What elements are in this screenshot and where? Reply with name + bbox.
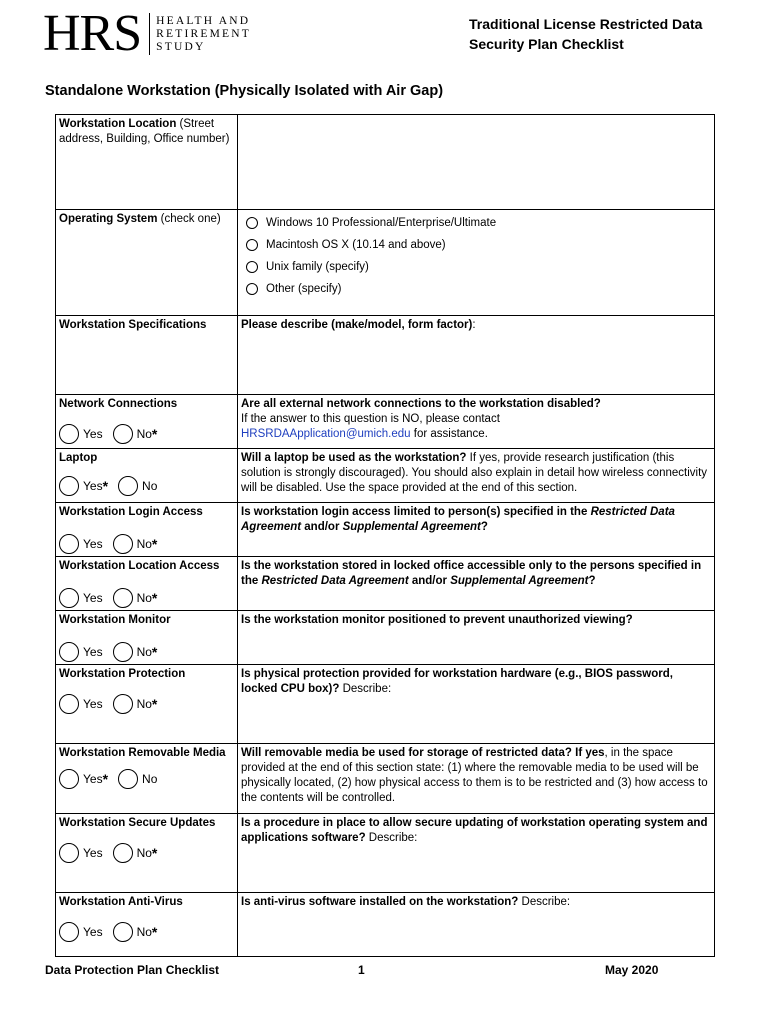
question-detail-tail: for assistance. — [410, 428, 488, 440]
hrs-logo — [43, 5, 251, 62]
row-label: Workstation Protection — [59, 668, 186, 680]
table-row — [56, 449, 715, 503]
logo-divider — [149, 13, 150, 55]
question-text: Is workstation login access limited to person(s) specified in the — [241, 506, 591, 518]
label-cell — [56, 893, 238, 957]
yes-option[interactable] — [59, 843, 103, 863]
document-title — [469, 14, 739, 54]
document-title-line-1: Traditional License Restricted Data — [469, 16, 703, 32]
os-option-unix[interactable] — [241, 256, 711, 278]
os-options-cell — [238, 210, 715, 316]
question-detail: If yes, provide research justification (this solution is strongly discouraged). You should also explain in detail how wireless connectivity will be disabled. Use the space provided at the end of this section. — [241, 452, 708, 494]
table-row — [56, 316, 715, 395]
table-row — [56, 611, 715, 665]
no-option[interactable]: No * — [113, 534, 158, 554]
row-label: Workstation Location Access — [59, 560, 220, 572]
no-option[interactable] — [118, 769, 157, 789]
label-cell — [56, 503, 238, 557]
question-text: Are all external network connections to the workstation disabled? — [241, 398, 601, 410]
yes-label: Yes — [83, 924, 103, 939]
location-access-question-cell — [238, 557, 715, 611]
yes-label: Yes — [83, 845, 103, 860]
circle-radio-icon[interactable] — [113, 424, 133, 444]
question-end: ? — [588, 575, 596, 587]
label-cell — [56, 316, 238, 395]
yes-option[interactable]: Yes * — [59, 769, 108, 789]
question-detail: Describe: — [365, 832, 418, 844]
label-cell — [56, 395, 238, 449]
table-row — [56, 744, 715, 814]
logo-line-3: STUDY — [156, 40, 206, 53]
section-title: Standalone Workstation (Physically Isolated with Air Gap) — [45, 83, 444, 99]
monitor-question-cell — [238, 611, 715, 665]
yes-option[interactable] — [59, 694, 103, 714]
logo-line-2: RETIREMENT — [156, 27, 251, 40]
circle-radio-icon[interactable] — [113, 694, 133, 714]
no-option[interactable]: No * — [113, 424, 158, 444]
no-label: No — [136, 644, 152, 659]
question-text: Is the workstation stored in locked office accessible only to the persons specified in the — [241, 560, 702, 587]
label-cell — [56, 557, 238, 611]
yes-no-group — [59, 642, 234, 662]
circle-radio-icon[interactable] — [59, 694, 79, 714]
yes-label: Yes — [83, 478, 103, 493]
circle-radio-icon[interactable] — [113, 642, 133, 662]
yes-no-group — [59, 694, 234, 714]
table-row — [56, 115, 715, 210]
circle-radio-icon[interactable] — [59, 476, 79, 496]
question-text: Is anti-virus software installed on the workstation? — [241, 896, 519, 908]
network-question-cell — [238, 395, 715, 449]
yes-label: Yes — [83, 426, 103, 441]
label-cell — [56, 744, 238, 814]
question-detail: , in the space provided at the end of this section state: (1) where the removable media to be used will be physically located, (2) how physical access to them is to be restricted and (3) how access to the contents will be controlled. — [241, 747, 708, 804]
row-label: Workstation Secure Updates — [59, 817, 216, 829]
no-label: No — [136, 924, 152, 939]
circle-radio-icon[interactable] — [113, 588, 133, 608]
os-option-label: Unix family (specify) — [266, 260, 369, 273]
circle-radio-icon[interactable] — [59, 534, 79, 554]
footer-document-name: Data Protection Plan Checklist — [45, 963, 220, 977]
question-detail: Describe: — [339, 683, 392, 695]
laptop-question-cell — [238, 449, 715, 503]
updates-answer-field[interactable] — [238, 814, 715, 893]
yes-option[interactable] — [59, 424, 103, 444]
row-label: Operating System — [59, 213, 158, 225]
no-label: No — [142, 478, 158, 493]
circle-radio-icon[interactable] — [246, 261, 258, 273]
agreement-name: Restricted Data Agreement — [241, 506, 675, 533]
label-cell — [56, 115, 238, 210]
location-answer-field[interactable] — [238, 115, 715, 210]
row-label-note: (Street address, Building, Office number) — [59, 118, 230, 145]
no-label: No — [136, 696, 152, 711]
yes-option[interactable] — [59, 922, 103, 942]
table-row — [56, 395, 715, 449]
yes-no-group — [59, 424, 234, 444]
row-label: Workstation Specifications — [59, 319, 207, 331]
circle-radio-icon[interactable] — [59, 424, 79, 444]
yes-no-group — [59, 476, 234, 496]
question-text-2: and/or — [408, 575, 451, 587]
antivirus-answer-field[interactable] — [238, 893, 715, 957]
os-option-label: Other (specify) — [266, 282, 342, 295]
circle-radio-icon[interactable] — [246, 239, 258, 251]
row-label: Workstation Removable Media — [59, 747, 226, 759]
circle-radio-icon[interactable] — [113, 534, 133, 554]
yes-no-group — [59, 588, 234, 608]
row-label: Workstation Login Access — [59, 506, 203, 518]
circle-radio-icon[interactable] — [59, 843, 79, 863]
os-option-label: Macintosh OS X (10.14 and above) — [266, 238, 446, 251]
question-text: Is a procedure in place to allow secure updating of workstation operating system and applications software? — [241, 817, 708, 844]
question-text: Please describe (make/model, form factor) — [241, 319, 473, 331]
contact-email-link[interactable]: HRSRDAApplication@umich.edu — [241, 428, 411, 440]
row-label-note: (check one) — [157, 213, 221, 225]
no-label: No — [136, 426, 152, 441]
yes-no-group — [59, 843, 234, 863]
yes-option[interactable] — [59, 534, 103, 554]
removable-question-cell — [238, 744, 715, 814]
question-text: Will removable media be used for storage of restricted data? If yes — [241, 747, 605, 759]
row-label: Workstation Anti-Virus — [59, 896, 183, 908]
protection-answer-field[interactable] — [238, 665, 715, 744]
document-title-line-2: Security Plan Checklist — [469, 36, 624, 52]
row-label: Workstation Monitor — [59, 614, 171, 626]
table-row — [56, 557, 715, 611]
no-label: No — [136, 590, 152, 605]
yes-label: Yes — [83, 771, 103, 786]
yes-option[interactable]: Yes * — [59, 476, 108, 496]
circle-radio-icon[interactable] — [59, 588, 79, 608]
table-row — [56, 893, 715, 957]
table-row — [56, 210, 715, 316]
label-cell — [56, 665, 238, 744]
circle-radio-icon[interactable] — [59, 922, 79, 942]
footer-page-number: 1 — [358, 963, 365, 977]
os-option-mac[interactable] — [241, 234, 711, 256]
agreement-name: Supplemental Agreement — [342, 521, 481, 533]
table-row — [56, 665, 715, 744]
login-question-cell — [238, 503, 715, 557]
no-option[interactable] — [118, 476, 157, 496]
os-option-label: Windows 10 Professional/Enterprise/Ultimate — [266, 216, 497, 229]
yes-label: Yes — [83, 590, 103, 605]
circle-radio-icon[interactable] — [113, 922, 133, 942]
footer-date: May 2020 — [605, 963, 659, 977]
question-text-2: and/or — [301, 521, 343, 533]
question-detail: Describe: — [518, 896, 571, 908]
yes-option[interactable] — [59, 588, 103, 608]
no-label: No — [136, 536, 152, 551]
os-option-windows[interactable] — [241, 212, 711, 234]
no-option[interactable]: No * — [113, 843, 158, 863]
circle-radio-icon[interactable] — [246, 217, 258, 229]
question-text: Is the workstation monitor positioned to prevent unauthorized viewing? — [241, 614, 633, 626]
row-label: Laptop — [59, 452, 98, 464]
yes-no-group — [59, 922, 234, 942]
no-option[interactable]: No * — [113, 642, 158, 662]
label-cell — [56, 611, 238, 665]
yes-no-group — [59, 534, 234, 554]
no-label: No — [136, 845, 152, 860]
question-tail: : — [472, 319, 476, 331]
label-cell — [56, 449, 238, 503]
question-detail: If the answer to this question is NO, please contact — [241, 413, 500, 425]
yes-label: Yes — [83, 644, 103, 659]
specs-answer-field[interactable] — [238, 316, 715, 395]
label-cell — [56, 210, 238, 316]
question-end: ? — [480, 521, 488, 533]
no-option[interactable]: No * — [113, 922, 158, 942]
circle-radio-icon[interactable] — [246, 283, 258, 295]
row-label: Network Connections — [59, 398, 178, 410]
question-text: Will a laptop be used as the workstation? — [241, 452, 467, 464]
yes-no-group — [59, 769, 234, 789]
no-label: No — [142, 771, 158, 786]
circle-radio-icon[interactable] — [59, 769, 79, 789]
logo-wordmark — [156, 15, 251, 54]
checklist-table — [55, 114, 715, 957]
table-row — [56, 814, 715, 893]
row-label: Workstation Location — [59, 118, 177, 130]
circle-radio-icon[interactable] — [113, 843, 133, 863]
logo-line-1: HEALTH AND — [156, 14, 251, 27]
os-option-other[interactable] — [241, 278, 711, 300]
yes-label: Yes — [83, 536, 103, 551]
yes-option[interactable] — [59, 642, 103, 662]
circle-radio-icon[interactable] — [118, 769, 138, 789]
no-option[interactable]: No * — [113, 694, 158, 714]
question-text: Is physical protection provided for workstation hardware (e.g., BIOS password, locked CPU box)? — [241, 668, 673, 695]
label-cell — [56, 814, 238, 893]
agreement-name: Restricted Data Agreement — [261, 575, 409, 587]
yes-label: Yes — [83, 696, 103, 711]
table-row — [56, 503, 715, 557]
agreement-name: Supplemental Agreement — [450, 575, 589, 587]
circle-radio-icon[interactable] — [59, 642, 79, 662]
no-option[interactable]: No * — [113, 588, 158, 608]
circle-radio-icon[interactable] — [118, 476, 138, 496]
logo-mark: HRS — [43, 5, 142, 62]
